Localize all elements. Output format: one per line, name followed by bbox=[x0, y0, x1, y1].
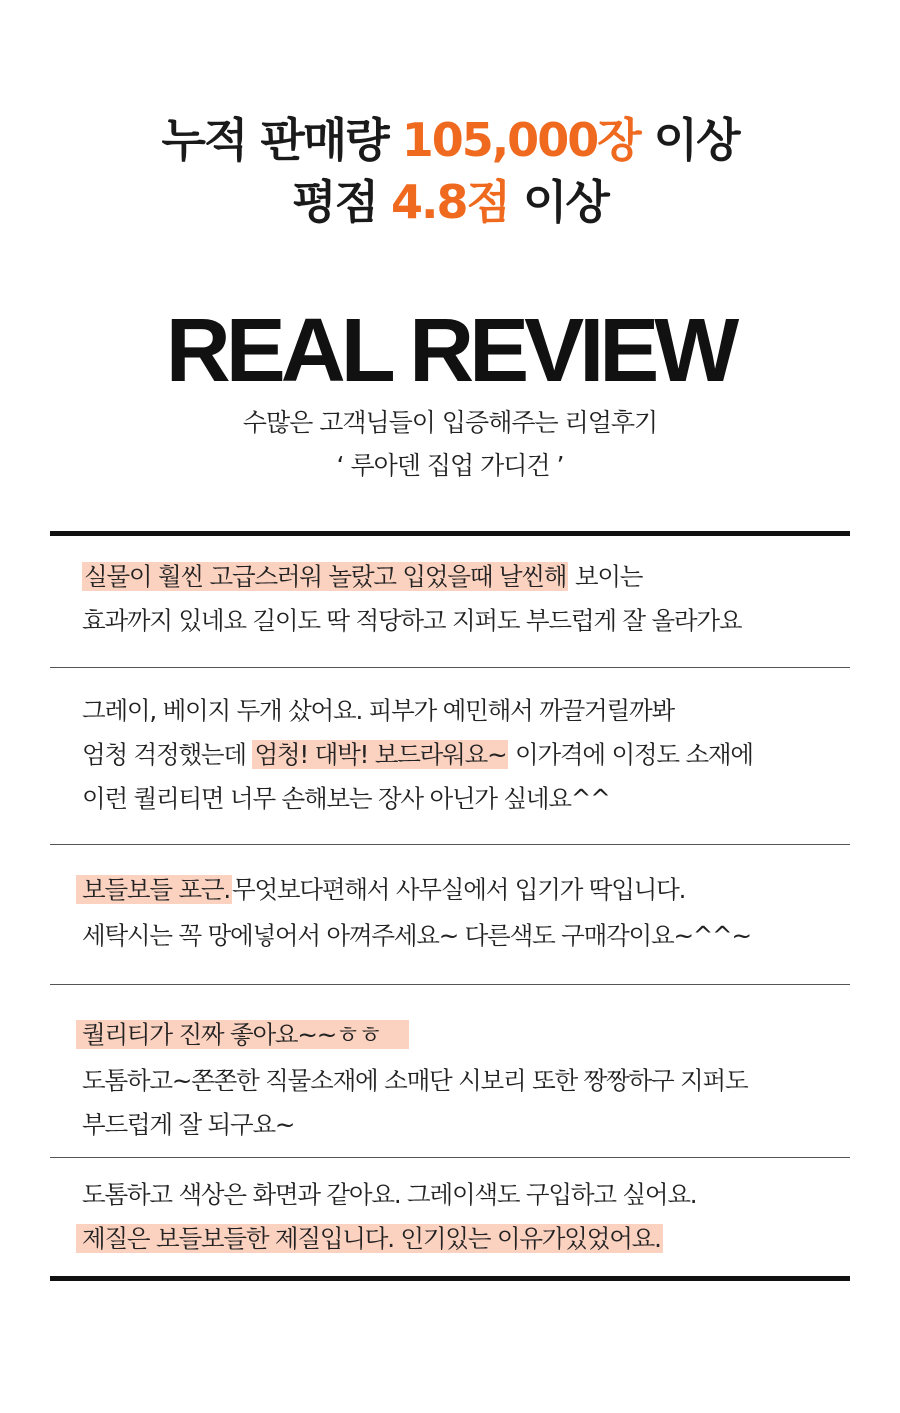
review-text: 엄청 걱정했는데 bbox=[82, 740, 253, 769]
review-highlight: 실물이 훨씬 고급스러워 놀랐고 입었을때 날씬해 bbox=[84, 562, 567, 591]
review-line bbox=[82, 558, 642, 596]
review-text: 그레이, 베이지 두개 샀어요. 피부가 예민해서 까끌거릴까봐 bbox=[82, 696, 674, 725]
top-divider bbox=[50, 531, 850, 536]
page-title: REAL REVIEW bbox=[165, 301, 735, 401]
review-line bbox=[82, 917, 751, 955]
review-line bbox=[82, 736, 753, 774]
headline-sales bbox=[0, 104, 900, 170]
review-line bbox=[82, 1176, 696, 1214]
review-text: 도톰하고 색상은 화면과 같아요. 그레이색도 구입하고 싶어요. bbox=[82, 1180, 697, 1209]
review-line bbox=[82, 1062, 747, 1100]
review-line bbox=[82, 780, 610, 818]
review-text: 이런 퀄리티면 너무 손해보는 장사 아닌가 싶네요^^ bbox=[82, 784, 610, 813]
review-text: 세탁시는 꼭 망에넣어서 아껴주세요~ 다른색도 구매각이요~^^~ bbox=[82, 921, 751, 950]
review-highlight: 보들보들 포근. bbox=[76, 875, 232, 904]
review-text: 효과까지 있네요 길이도 딱 적당하고 지퍼도 부드럽게 잘 올라가요 bbox=[82, 606, 742, 635]
review-text: 무엇보다편해서 사무실에서 입기가 딱입니다. bbox=[231, 875, 686, 904]
review-divider bbox=[50, 984, 850, 985]
review-divider bbox=[50, 667, 850, 668]
headline-sales-suffix: 이상 bbox=[639, 113, 739, 167]
review-line bbox=[82, 1106, 294, 1144]
headline-sales-count: 105,000장 bbox=[401, 113, 640, 167]
review-line bbox=[82, 602, 741, 640]
review-line bbox=[82, 1016, 409, 1054]
review-highlight: 제질은 보들보들한 제질입니다. 인기있는 이유가있었어요. bbox=[76, 1224, 663, 1253]
review-divider bbox=[50, 1157, 850, 1158]
bottom-divider bbox=[50, 1276, 850, 1281]
review-line bbox=[82, 1220, 663, 1258]
review-text: 도톰하고~쫀쫀한 직물소재에 소매단 시보리 또한 짱짱하구 지퍼도 bbox=[82, 1066, 748, 1095]
headline-sales-prefix: 누적 판매량 bbox=[161, 113, 402, 167]
review-highlight: 퀄리티가 진짜 좋아요~~ㅎㅎ bbox=[76, 1020, 409, 1049]
subtitle-tagline: 수많은 고객님들이 입증해주는 리얼후기 bbox=[242, 408, 658, 437]
headline-rating-suffix: 이상 bbox=[508, 175, 608, 229]
review-highlight: 엄청! 대박! 보드라워요~ bbox=[254, 740, 507, 769]
headline-rating-score: 4.8점 bbox=[391, 175, 509, 229]
subtitle-product-name: ‘ 루아덴 집업 가디건 ’ bbox=[336, 451, 564, 480]
headline-rating-prefix: 평점 bbox=[292, 175, 392, 229]
review-text: 부드럽게 잘 되구요~ bbox=[82, 1110, 295, 1139]
review-line bbox=[82, 871, 685, 909]
review-text: 보이는 bbox=[568, 562, 643, 591]
headline-rating bbox=[0, 166, 900, 232]
review-divider bbox=[50, 844, 850, 845]
review-line bbox=[82, 692, 674, 730]
review-text: 이가격에 이정도 소재에 bbox=[508, 740, 753, 769]
